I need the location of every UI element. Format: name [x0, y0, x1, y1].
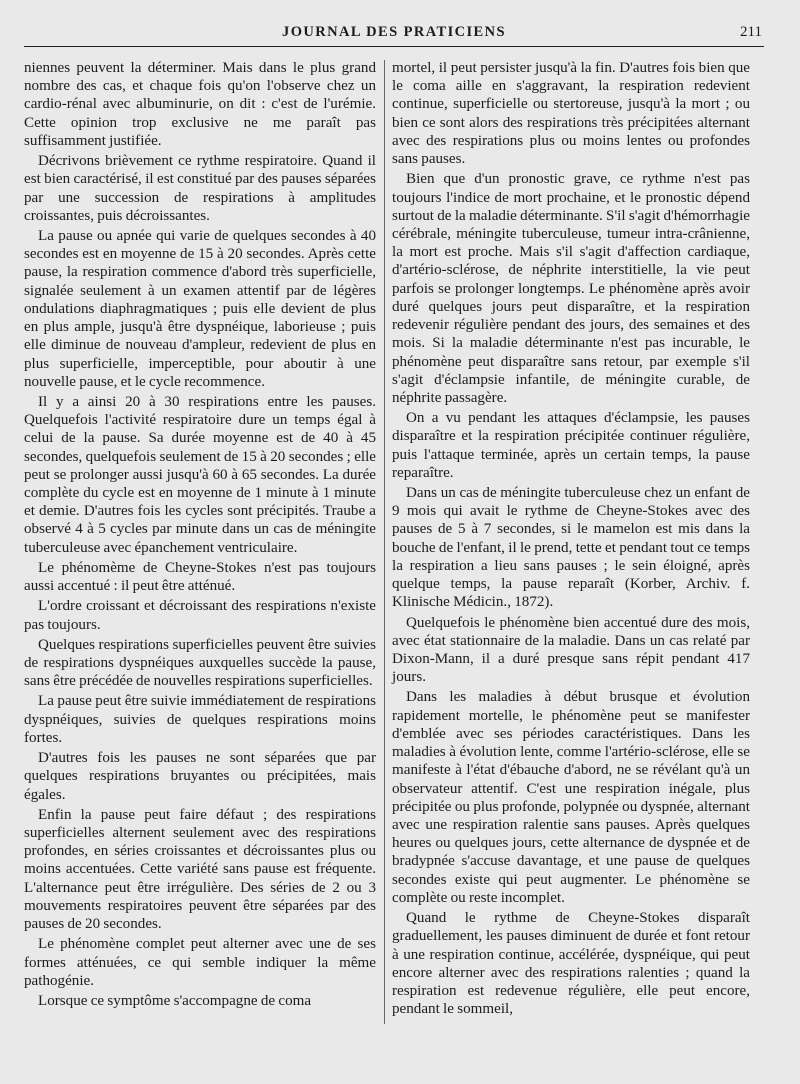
paragraph: Bien que d'un pronostic grave, ce rythme n'est pas toujours l'indice de mort prochaine, et le pronostic dépend surtout de la maladie déterminante. S'il s'agit d'hémorrhagie cérébrale, méningite tuberculeuse, tumeur intra-crânienne, la mort est proche. Mais s'il s'agit d'affection cardiaque, d'artério-sclérose, de néphrite interstitielle, la vie peut parfois se prolonger longtemps. Le phénomène après avoir duré quelques jours peut disparaître, et la respiration redevenir régulière pendant des jours, des semaines et des mois. Si la maladie déterminante n'est pas incurable, le phénomène peut disparaître sans retour, par exemple s'il s'agit d'éclampsie infantile, de méningite curable, de néphrite passagère. [392, 171, 750, 406]
page-number: 211 [740, 24, 762, 40]
paragraph: mortel, il peut persister jusqu'à la fin. D'autres fois bien que le coma aille en s'aggravant, la respiration redevient continue, superficielle ou stertoreuse, jusqu'à la mort ; ou bien ce sont alors des respirations très précipitées alternant avec des respirations plus ou moins lentes ou profondes sans pauses. [392, 60, 750, 168]
paragraph: L'ordre croissant et décroissant des respirations n'existe pas toujours. [24, 598, 376, 633]
page-header [24, 22, 764, 47]
paragraph: La pause peut être suivie immédiatement de respirations dyspnéiques, suivies de quelques respirations moins fortes. [24, 693, 376, 746]
paragraph: Décrivons brièvement ce rythme respiratoire. Quand il est bien caractérisé, il est constitué par des pauses séparées par une succession de respirations à amplitudes croissantes, puis décroissantes. [24, 153, 376, 224]
right-column [392, 59, 750, 1024]
paragraph: niennes peuvent la déterminer. Mais dans le plus grand nombre des cas, et chaque fois qu'on l'observe chez un cardio-rénal avec albuminurie, on dit : c'est de l'urémie. Cette opinion trop exclusive ne me paraît pas suffisamment justifiée. [24, 60, 376, 149]
column-divider [384, 60, 385, 1024]
paragraph: On a vu pendant les attaques d'éclampsie, les pauses disparaître et la respiration précipitée continuer régulière, puis l'attaque terminée, après un certain temps, la pause reparaître. [392, 410, 750, 481]
paragraph: Quelquefois le phénomène bien accentué dure des mois, avec état stationnaire de la maladie. Dans un cas relaté par Dixon-Mann, il a duré presque sans répit pendant 417 jours. [392, 614, 750, 686]
paragraph: La pause ou apnée qui varie de quelques secondes à 40 secondes est en moyenne de 15 à 20 secondes. Après cette pause, la respiration commence d'abord très superficielle, signalée seulement à un examen attentif par de légères ondulations diaphragmatiques ; puis elle devient de plus en plus ample, jusqu'à être dyspnéique, laborieuse ; puis elle diminue de nouveau d'ampleur, redevient de plus en plus superficielle, imperceptible, pour aboutir à une nouvelle pause, et le cycle recommence. [24, 227, 376, 390]
left-column [24, 59, 376, 1024]
paragraph: Il y a ainsi 20 à 30 respirations entre les pauses. Quelquefois l'activité respiratoire dure un temps égal à celui de la pause. Sa durée moyenne est de 40 à 45 secondes, quelquefois seulement de 15 à 20 secondes ; elle peut se prolonger aussi jusqu'à 60 à 65 secondes. La durée complète du cycle est en moyenne de 1 minute à 1 minute et demie. D'autres fois les cycles sont précipités. Traube a observé 4 à 5 cycles par minute dans un cas de méningite tuberculeuse avec épanchement ventriculaire. [24, 393, 376, 556]
paragraph: Dans les maladies à début brusque et évolution rapidement mortelle, le phénomène peut se manifester d'emblée avec ses périodes caractéristiques. Dans les maladies à évolution lente, comme l'artério-sclérose, elle se manifeste à l'état d'ébauche d'abord, ne se révélant qu'à un observateur attentif. C'est une respiration inégale, plus précipitée ou plus profonde, polypnée ou dyspnée, alternant avec une respiration ralentie sans pauses. Après quelques heures ou quelques jours, cette alternance de dyspnée et de bradypnée s'accuse davantage, et une pause de quelques secondes existe qui peut augmenter. Le phénomène se complète ou reste incomplet. [392, 689, 750, 906]
paragraph: Lorsque ce symptôme s'accompagne de coma [38, 992, 312, 1009]
paragraph: Dans un cas de méningite tuberculeuse chez un enfant de 9 mois qui avait le rythme de Cheyne-Stokes avec des pauses de 5 à 7 secondes, si le mamelon est mis dans la bouche de l'enfant, il le prend, tette et pendant tout ce temps la respiration a lieu sans pauses ; le sein éloigné, après quelque temps, la pause reparaît (Korber, Archiv. f. Klinische Médicin., 1872). [392, 485, 750, 611]
paragraph: Quelques respirations superficielles peuvent être suivies de respirations dyspnéiques auxquelles succède la pause, sans être précédée de nouvelles respirations superficielles. [24, 636, 376, 690]
paragraph: Le phénomème de Cheyne-Stokes n'est pas toujours aussi accentué : il peut être atténué. [24, 559, 376, 595]
journal-title: JOURNAL DES PRATICIENS [282, 24, 506, 40]
paragraph: D'autres fois les pauses ne sont séparées que par quelques respirations bruyantes ou précipitées, mais égales. [24, 750, 376, 803]
paragraph: Quand le rythme de Cheyne-Stokes disparaît graduellement, les pauses diminuent de durée et font retour à une respiration continue, accélérée, dyspnéique, qui peut encore alterner avec des respirations ralenties ; quand la respiration est redevenue régulière, elle peut encore, pendant le sommeil, [392, 910, 750, 1018]
paragraph: Le phénomène complet peut alterner avec une de ses formes atténuées, ce qui semble indiquer la même pathogénie. [24, 936, 376, 989]
paragraph: Enfin la pause peut faire défaut ; des respirations superficielles alternent seulement avec des respirations profondes, en séries croissantes et décroissantes plus ou moins accentuées. Cette variété sans pause est fréquente. L'alternance peut être irrégulière. Des séries de 2 ou 3 mouvements respiratoires peuvent être séparées par des pauses de 20 secondes. [24, 806, 376, 933]
